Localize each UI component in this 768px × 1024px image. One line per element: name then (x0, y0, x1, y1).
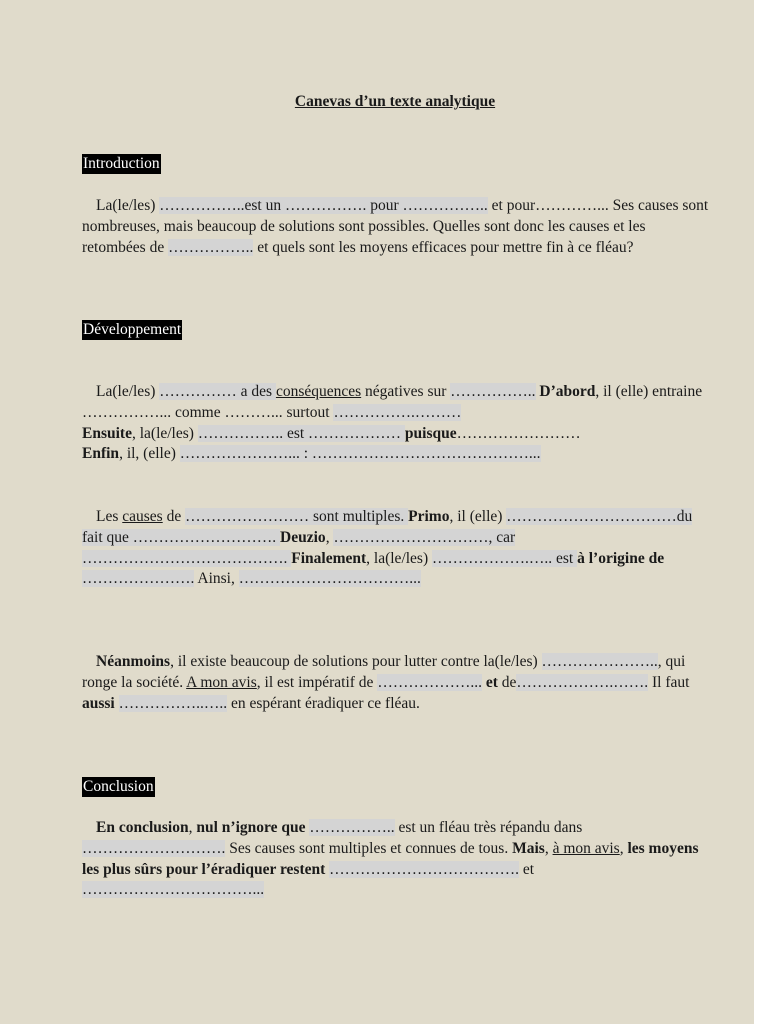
fill-blank: …………………. (82, 570, 195, 588)
fill-blank: …………….. (168, 238, 254, 256)
fill-blank: …………….. (450, 383, 536, 400)
fill-blank: …………….. (309, 819, 395, 836)
section-heading-introduction: Introduction (83, 155, 160, 172)
conclusion-paragraph: En conclusion, nul n’ignore que …………….. est un fléau très répandu dans ………………………. Ses causes sont multiples et connues de tous. Mais, à mon avis, les moyens les plus sûrs pour l’éradiquer restent ………………………………. et ……………………………... (82, 819, 699, 899)
document-title: Canevas d’un texte analytique (294, 93, 496, 110)
developpement-paragraph-consequences: La(le/les) …………… a des conséquences négatives sur …………….. D’abord, il (elle) entraine ……………... comme ………... surtout …………….……… Ensuite, la(le/les) …………….. est ……………… puisque…………………… Enfin, il, (elle) …………………... : ……………………………………... (82, 383, 703, 463)
fill-blank: ……………………………... (82, 881, 265, 899)
fill-blank: ……………..est un ……………. pour …………….. (159, 197, 488, 214)
fill-blank: ……………….….. est (432, 549, 578, 567)
fill-blank: …………… a des (159, 383, 276, 400)
introduction-paragraph: La(le/les) ……………..est un ……………. pour …………….. et pour…………... Ses causes sont nombreuses, mais beaucoup de solutions sont possibles. Quelles sont donc les causes et les retombées de …………….. et quels sont les moyens efficaces pour mettre fin à ce fléau? (82, 197, 709, 256)
fill-blank: …………………… sont multiples. (185, 508, 409, 525)
fill-blank: …………………... : ……………………………………... (179, 445, 541, 463)
fill-blank: ……………..….. (118, 694, 228, 712)
fill-blank: ………………………. (82, 839, 226, 857)
fill-blank: …………….……… (333, 403, 462, 421)
developpement-paragraph-causes: Les causes de …………………… sont multiples. Primo, il (elle) ……………………………du fait que ………………………. Deuzio, …………………………, car …………………………………. Finalement, la(le/les) ……………….….. est à l’origine de …………………. Ainsi, ……………………………... (82, 508, 693, 588)
fill-blank: ……………………………du fait que ………………………. (82, 508, 693, 546)
fill-blank: …………….. est ……………… (197, 424, 405, 442)
fill-blank: ………………... (377, 673, 482, 691)
section-heading-conclusion: Conclusion (83, 778, 154, 795)
fill-blank: ……………….……. (516, 673, 649, 691)
developpement-paragraph-solutions: Néanmoins, il existe beaucoup de solutions pour lutter contre la(le/les) ………………….., qui ronge la société. A mon avis, il est impératif de ………………... et de……………….……. Il faut aussi ……………..….. en espérant éradiquer ce fléau. (82, 653, 690, 712)
fill-blank: ……………………………... (238, 570, 421, 588)
fill-blank: ………………………………. (329, 860, 520, 878)
fill-blank: …………………………, car …………………………………. (82, 528, 516, 567)
fill-blank: ………………….. (541, 653, 658, 670)
section-heading-developpement: Développement (83, 321, 182, 338)
